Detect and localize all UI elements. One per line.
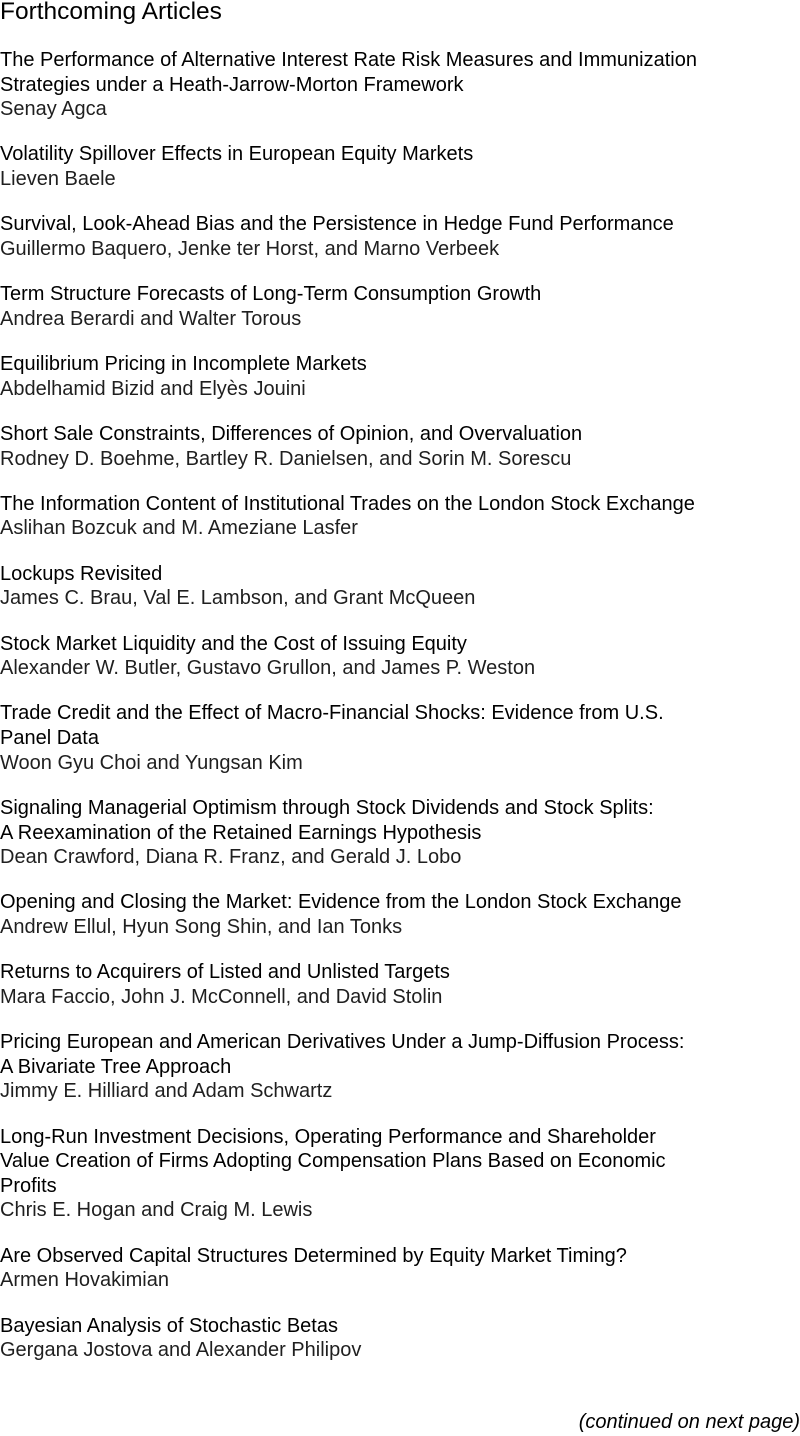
- article-title-line: Pricing European and American Derivatives Under a Jump-Diffusion Process:: [0, 1031, 685, 1054]
- article-authors: Andrea Berardi and Walter Torous: [0, 307, 302, 330]
- page-title: Forthcoming Articles: [0, 0, 222, 25]
- continued-note: (continued on next page): [578, 1411, 800, 1433]
- article-title-line: Opening and Closing the Market: Evidence from the London Stock Exchange: [0, 891, 682, 914]
- article-title: [0, 48, 800, 97]
- article-title: [0, 632, 800, 657]
- article-title-line: Lockups Revisited: [0, 562, 163, 585]
- article-title-line: Long-Run Investment Decisions, Operating Performance and Shareholder: [0, 1125, 656, 1148]
- article-authors: Senay Agca: [0, 98, 107, 121]
- article-title: [0, 1125, 800, 1199]
- article-authors: James C. Brau, Val E. Lambson, and Grant McQueen: [0, 587, 476, 610]
- article-title: [0, 1244, 800, 1269]
- article-title: [0, 890, 800, 915]
- article-authors: Dean Crawford, Diana R. Franz, and Gerald J. Lobo: [0, 846, 462, 869]
- article-title-line: Signaling Managerial Optimism through Stock Dividends and Stock Splits:: [0, 796, 654, 819]
- article-title: [0, 701, 800, 750]
- article-title-line: Panel Data: [0, 727, 99, 750]
- article-authors: Armen Hovakimian: [0, 1269, 169, 1292]
- article-entry: [0, 142, 800, 191]
- article-entry: [0, 632, 800, 681]
- article-title: [0, 142, 800, 167]
- article-title-line: Value Creation of Firms Adopting Compensation Plans Based on Economic: [0, 1150, 666, 1173]
- article-entry: [0, 890, 800, 939]
- article-entry: [0, 796, 800, 870]
- article-list: [0, 48, 800, 1383]
- article-title-line: The Performance of Alternative Interest Rate Risk Measures and Immunization: [0, 49, 697, 71]
- article-authors: Lieven Baele: [0, 168, 116, 191]
- article-authors: Aslihan Bozcuk and M. Ameziane Lasfer: [0, 517, 358, 540]
- article-title: [0, 1314, 800, 1339]
- article-title: [0, 1030, 800, 1079]
- article-authors: Guillermo Baquero, Jenke ter Horst, and Marno Verbeek: [0, 237, 500, 260]
- article-entry: [0, 492, 800, 541]
- article-title-line: Are Observed Capital Structures Determined by Equity Market Timing?: [0, 1244, 627, 1267]
- article-title: [0, 422, 800, 447]
- article-title-line: Short Sale Constraints, Differences of Opinion, and Overvaluation: [0, 422, 583, 445]
- article-authors: Alexander W. Butler, Gustavo Grullon, and James P. Weston: [0, 657, 536, 680]
- article-title-line: Volatility Spillover Effects in European Equity Markets: [0, 143, 474, 166]
- article-title: [0, 212, 800, 237]
- article-entry: [0, 562, 800, 611]
- article-entry: [0, 960, 800, 1009]
- article-title-line: The Information Content of Institutional Trades on the London Stock Exchange: [0, 492, 695, 515]
- article-entry: [0, 1314, 800, 1363]
- article-title: [0, 492, 800, 517]
- article-title: [0, 282, 800, 307]
- article-title-line: Strategies under a Heath-Jarrow-Morton Framework: [0, 73, 464, 96]
- article-title-line: Survival, Look-Ahead Bias and the Persistence in Hedge Fund Performance: [0, 213, 674, 236]
- article-entry: [0, 212, 800, 261]
- article-entry: [0, 1125, 800, 1223]
- article-authors: Jimmy E. Hilliard and Adam Schwartz: [0, 1080, 333, 1103]
- article-title-line: Returns to Acquirers of Listed and Unlisted Targets: [0, 961, 450, 984]
- article-entry: [0, 1030, 800, 1104]
- article-authors: Chris E. Hogan and Craig M. Lewis: [0, 1199, 313, 1222]
- article-title-line: Bayesian Analysis of Stochastic Betas: [0, 1314, 338, 1337]
- article-title: [0, 562, 800, 587]
- article-entry: [0, 1244, 800, 1293]
- article-title-line: Trade Credit and the Effect of Macro-Financial Shocks: Evidence from U.S.: [0, 702, 664, 725]
- article-authors: Woon Gyu Choi and Yungsan Kim: [0, 751, 303, 774]
- article-title-line: Profits: [0, 1174, 57, 1197]
- article-entry: [0, 282, 800, 331]
- article-title: [0, 960, 800, 985]
- article-title-line: A Bivariate Tree Approach: [0, 1055, 232, 1078]
- article-title: [0, 796, 800, 845]
- article-entry: [0, 352, 800, 401]
- article-entry: [0, 48, 800, 122]
- article-title-line: Equilibrium Pricing in Incomplete Markets: [0, 353, 367, 376]
- article-entry: [0, 701, 800, 775]
- article-title-line: Term Structure Forecasts of Long-Term Consumption Growth: [0, 283, 542, 306]
- article-entry: [0, 422, 800, 471]
- article-authors: Mara Faccio, John J. McConnell, and David Stolin: [0, 985, 443, 1008]
- article-title-line: Stock Market Liquidity and the Cost of Issuing Equity: [0, 632, 467, 655]
- article-authors: Abdelhamid Bizid and Elyès Jouini: [0, 377, 306, 400]
- article-authors: Andrew Ellul, Hyun Song Shin, and Ian Tonks: [0, 916, 403, 938]
- article-authors: Rodney D. Boehme, Bartley R. Danielsen, and Sorin M. Sorescu: [0, 447, 572, 470]
- article-title-line: A Reexamination of the Retained Earnings Hypothesis: [0, 821, 482, 844]
- article-title: [0, 352, 800, 377]
- article-authors: Gergana Jostova and Alexander Philipov: [0, 1339, 362, 1362]
